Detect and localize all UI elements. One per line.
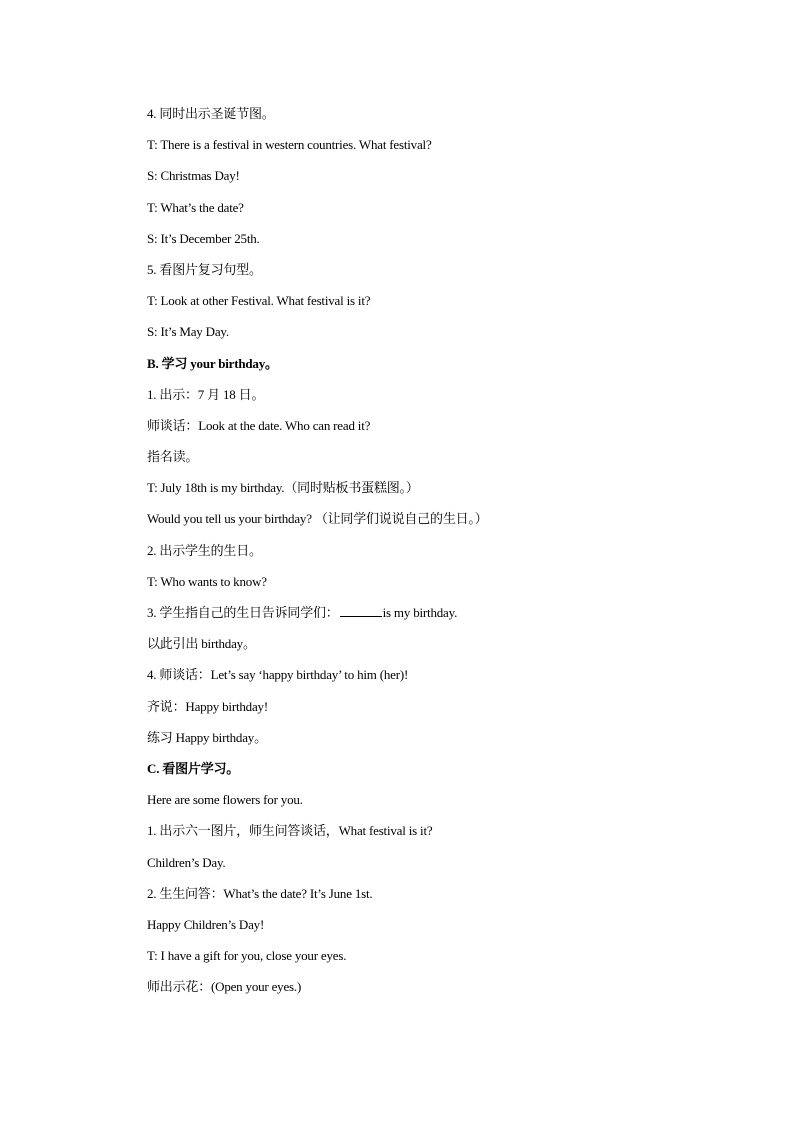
step-1-line: 1. 出示：7 月 18 日。 — [147, 386, 265, 402]
practice-line: 练习 Happy birthday。 — [147, 729, 267, 745]
section-c-heading: C. 看图片学习。 — [147, 760, 240, 776]
fill-in-line — [147, 602, 667, 633]
question-line: Would you tell us your birthday? （让同学们说说自己的生日。） — [147, 511, 488, 527]
answer-line: Children’s Day. — [147, 854, 226, 870]
teacher-line: T: There is a festival in western countries. What festival? — [147, 137, 432, 153]
document-body — [147, 103, 667, 1007]
step-1-line: 1. 出示六一图片，师生问答谈话，What festival is it? — [147, 823, 433, 839]
instruction-line: 指名读。 — [147, 449, 199, 465]
teacher-line: T: July 18th is my birthday.（同时贴板书蛋糕图。） — [147, 480, 419, 496]
teacher-line: T: Who wants to know? — [147, 573, 267, 589]
student-line: S: It’s December 25th. — [147, 230, 260, 246]
step-5-heading: 5. 看图片复习句型。 — [147, 261, 262, 277]
dialogue-line: Here are some flowers for you. — [147, 792, 303, 808]
student-line: S: It’s May Day. — [147, 324, 229, 340]
teacher-action-line: 师出示花：(Open your eyes.) — [147, 979, 302, 995]
instruction-line: 以此引出 birthday。 — [147, 636, 256, 652]
teacher-line: T: I have a gift for you, close your eyes. — [147, 948, 347, 964]
fill-in-suffix: is my birthday. — [382, 605, 458, 620]
step-4-heading: 4. 同时出示圣诞节图。 — [147, 106, 275, 121]
fill-in-prefix: 3. 学生指自己的生日告诉同学们： — [147, 605, 339, 620]
dialogue-line: Happy Children’s Day! — [147, 916, 265, 932]
student-line: S: Christmas Day! — [147, 168, 240, 184]
chorus-line: 齐说：Happy birthday! — [147, 698, 268, 714]
teacher-line: T: Look at other Festival. What festival is it? — [147, 293, 371, 309]
step-4-line: 4. 师谈话：Let’s say ‘happy birthday’ to him (her)! — [147, 667, 409, 683]
section-b-heading: B. 学习 your birthday。 — [147, 355, 278, 371]
teacher-line: T: What’s the date? — [147, 199, 244, 215]
teacher-talk-line: 师谈话：Look at the date. Who can read it? — [147, 417, 371, 433]
step-2-line: 2. 生生问答：What’s the date? It’s June 1st. — [147, 885, 373, 901]
fill-in-blank — [340, 602, 382, 617]
step-2-line: 2. 出示学生的生日。 — [147, 542, 262, 558]
